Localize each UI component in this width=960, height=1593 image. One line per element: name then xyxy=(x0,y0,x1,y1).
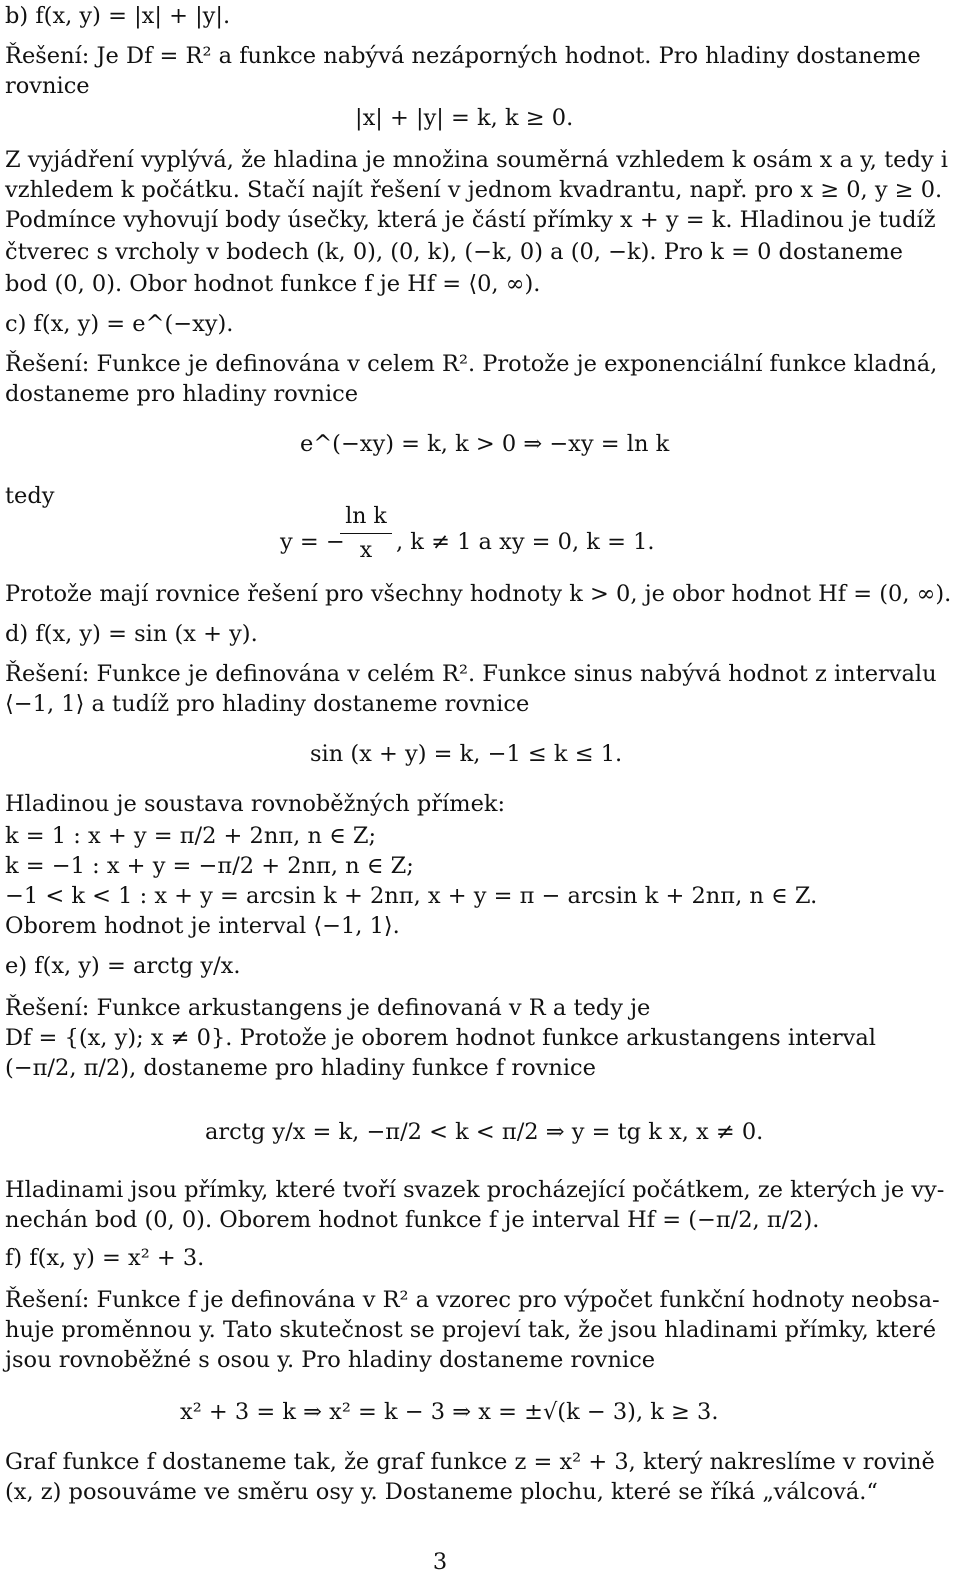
section-d-line: Oborem hodnot je interval ⟨−1, 1⟩. xyxy=(5,913,400,939)
section-b-line: Podmínce vyhovují body úsečky, která je částí přímky x + y = k. Hladinou je tudíž xyxy=(5,207,936,233)
section-e-line: (−π/2, π/2), dostaneme pro hladiny funkce f rovnice xyxy=(5,1055,596,1081)
section-b-title: b) f(x, y) = |x| + |y|. xyxy=(5,3,231,29)
section-b-line: rovnice xyxy=(5,73,90,99)
section-f-line: huje proměnnou y. Tato skutečnost se projeví tak, že jsou hladinami přímky, které xyxy=(5,1317,937,1343)
section-f-title: f) f(x, y) = x² + 3. xyxy=(5,1245,205,1271)
section-d-title: d) f(x, y) = sin (x + y). xyxy=(5,621,258,647)
section-f-line: (x, z) posouváme ve směru osy y. Dostaneme plochu, které se říká „válcová.“ xyxy=(5,1479,878,1505)
section-c-equation: e^(−xy) = k, k > 0 ⇒ −xy = ln k xyxy=(300,431,670,457)
section-d-line: k = −1 : x + y = −π/2 + 2nπ, n ∈ Z; xyxy=(5,853,414,879)
fraction-denominator: x xyxy=(359,538,373,563)
section-c-line: Protože mají rovnice řešení pro všechny hodnoty k > 0, je obor hodnot Hf = (0, ∞). xyxy=(5,581,952,607)
section-c-line: Řešení: Funkce je definována v celem R². Protože je exponenciální funkce kladná, xyxy=(5,351,938,377)
section-e-equation: arctg y/x = k, −π/2 < k < π/2 ⇒ y = tg k x, x ≠ 0. xyxy=(205,1119,764,1145)
page-number: 3 xyxy=(432,1549,448,1575)
section-d-line: Hladinou je soustava rovnoběžných přímek: xyxy=(5,791,506,817)
section-f-equation: x² + 3 = k ⇒ x² = k − 3 ⇒ x = ±√(k − 3), k ≥ 3. xyxy=(180,1399,719,1425)
fraction-numerator: ln k xyxy=(345,504,387,529)
section-d-line: k = 1 : x + y = π/2 + 2nπ, n ∈ Z; xyxy=(5,823,377,849)
section-e-line: nechán bod (0, 0). Oborem hodnot funkce f je interval Hf = (−π/2, π/2). xyxy=(5,1207,820,1233)
section-e-title: e) f(x, y) = arctg y/x. xyxy=(5,953,241,979)
section-c-title: c) f(x, y) = e^(−xy). xyxy=(5,311,234,337)
section-b-line: Z vyjádření vyplývá, že hladina je množina souměrná vzhledem k osám x a y, tedy i xyxy=(5,147,948,173)
section-e-line: Df = {(x, y); x ≠ 0}. Protože je oborem hodnot funkce arkustangens interval xyxy=(5,1025,876,1051)
fraction-left: y = − xyxy=(280,529,345,555)
section-d-line: Řešení: Funkce je definována v celém R². Funkce sinus nabývá hodnot z intervalu xyxy=(5,661,937,687)
fraction-right: , k ≠ 1 a xy = 0, k = 1. xyxy=(396,529,655,555)
fraction-bar xyxy=(340,533,392,534)
section-c-line: dostaneme pro hladiny rovnice xyxy=(5,381,359,407)
section-b-line: Řešení: Je Df = R² a funkce nabývá nezáporných hodnot. Pro hladiny dostaneme xyxy=(5,43,921,69)
section-c-line: tedy xyxy=(5,483,55,509)
section-b-equation: |x| + |y| = k, k ≥ 0. xyxy=(355,105,574,131)
section-b-line: bod (0, 0). Obor hodnot funkce f je Hf = ⟨0, ∞). xyxy=(5,271,541,297)
section-b-line: čtverec s vrcholy v bodech (k, 0), (0, k), (−k, 0) a (0, −k). Pro k = 0 dostaneme xyxy=(5,239,903,265)
section-f-line: Řešení: Funkce f je definována v R² a vzorec pro výpočet funkční hodnoty neobsa- xyxy=(5,1287,940,1313)
section-e-line: Řešení: Funkce arkustangens je definovaná v R a tedy je xyxy=(5,995,651,1021)
section-d-line: −1 < k < 1 : x + y = arcsin k + 2nπ, x + y = π − arcsin k + 2nπ, n ∈ Z. xyxy=(5,883,818,909)
section-d-line: ⟨−1, 1⟩ a tudíž pro hladiny dostaneme rovnice xyxy=(5,691,530,717)
section-d-equation: sin (x + y) = k, −1 ≤ k ≤ 1. xyxy=(310,741,623,767)
section-f-line: jsou rovnoběžné s osou y. Pro hladiny dostaneme rovnice xyxy=(5,1347,656,1373)
section-e-line: Hladinami jsou přímky, které tvoří svazek procházející počátkem, ze kterých je vy- xyxy=(5,1177,945,1203)
section-b-line: vzhledem k počátku. Stačí najít řešení v jednom kvadrantu, např. pro x ≥ 0, y ≥ 0. xyxy=(5,177,943,203)
section-f-line: Graf funkce f dostaneme tak, že graf funkce z = x² + 3, který nakreslíme v rovině xyxy=(5,1449,935,1475)
